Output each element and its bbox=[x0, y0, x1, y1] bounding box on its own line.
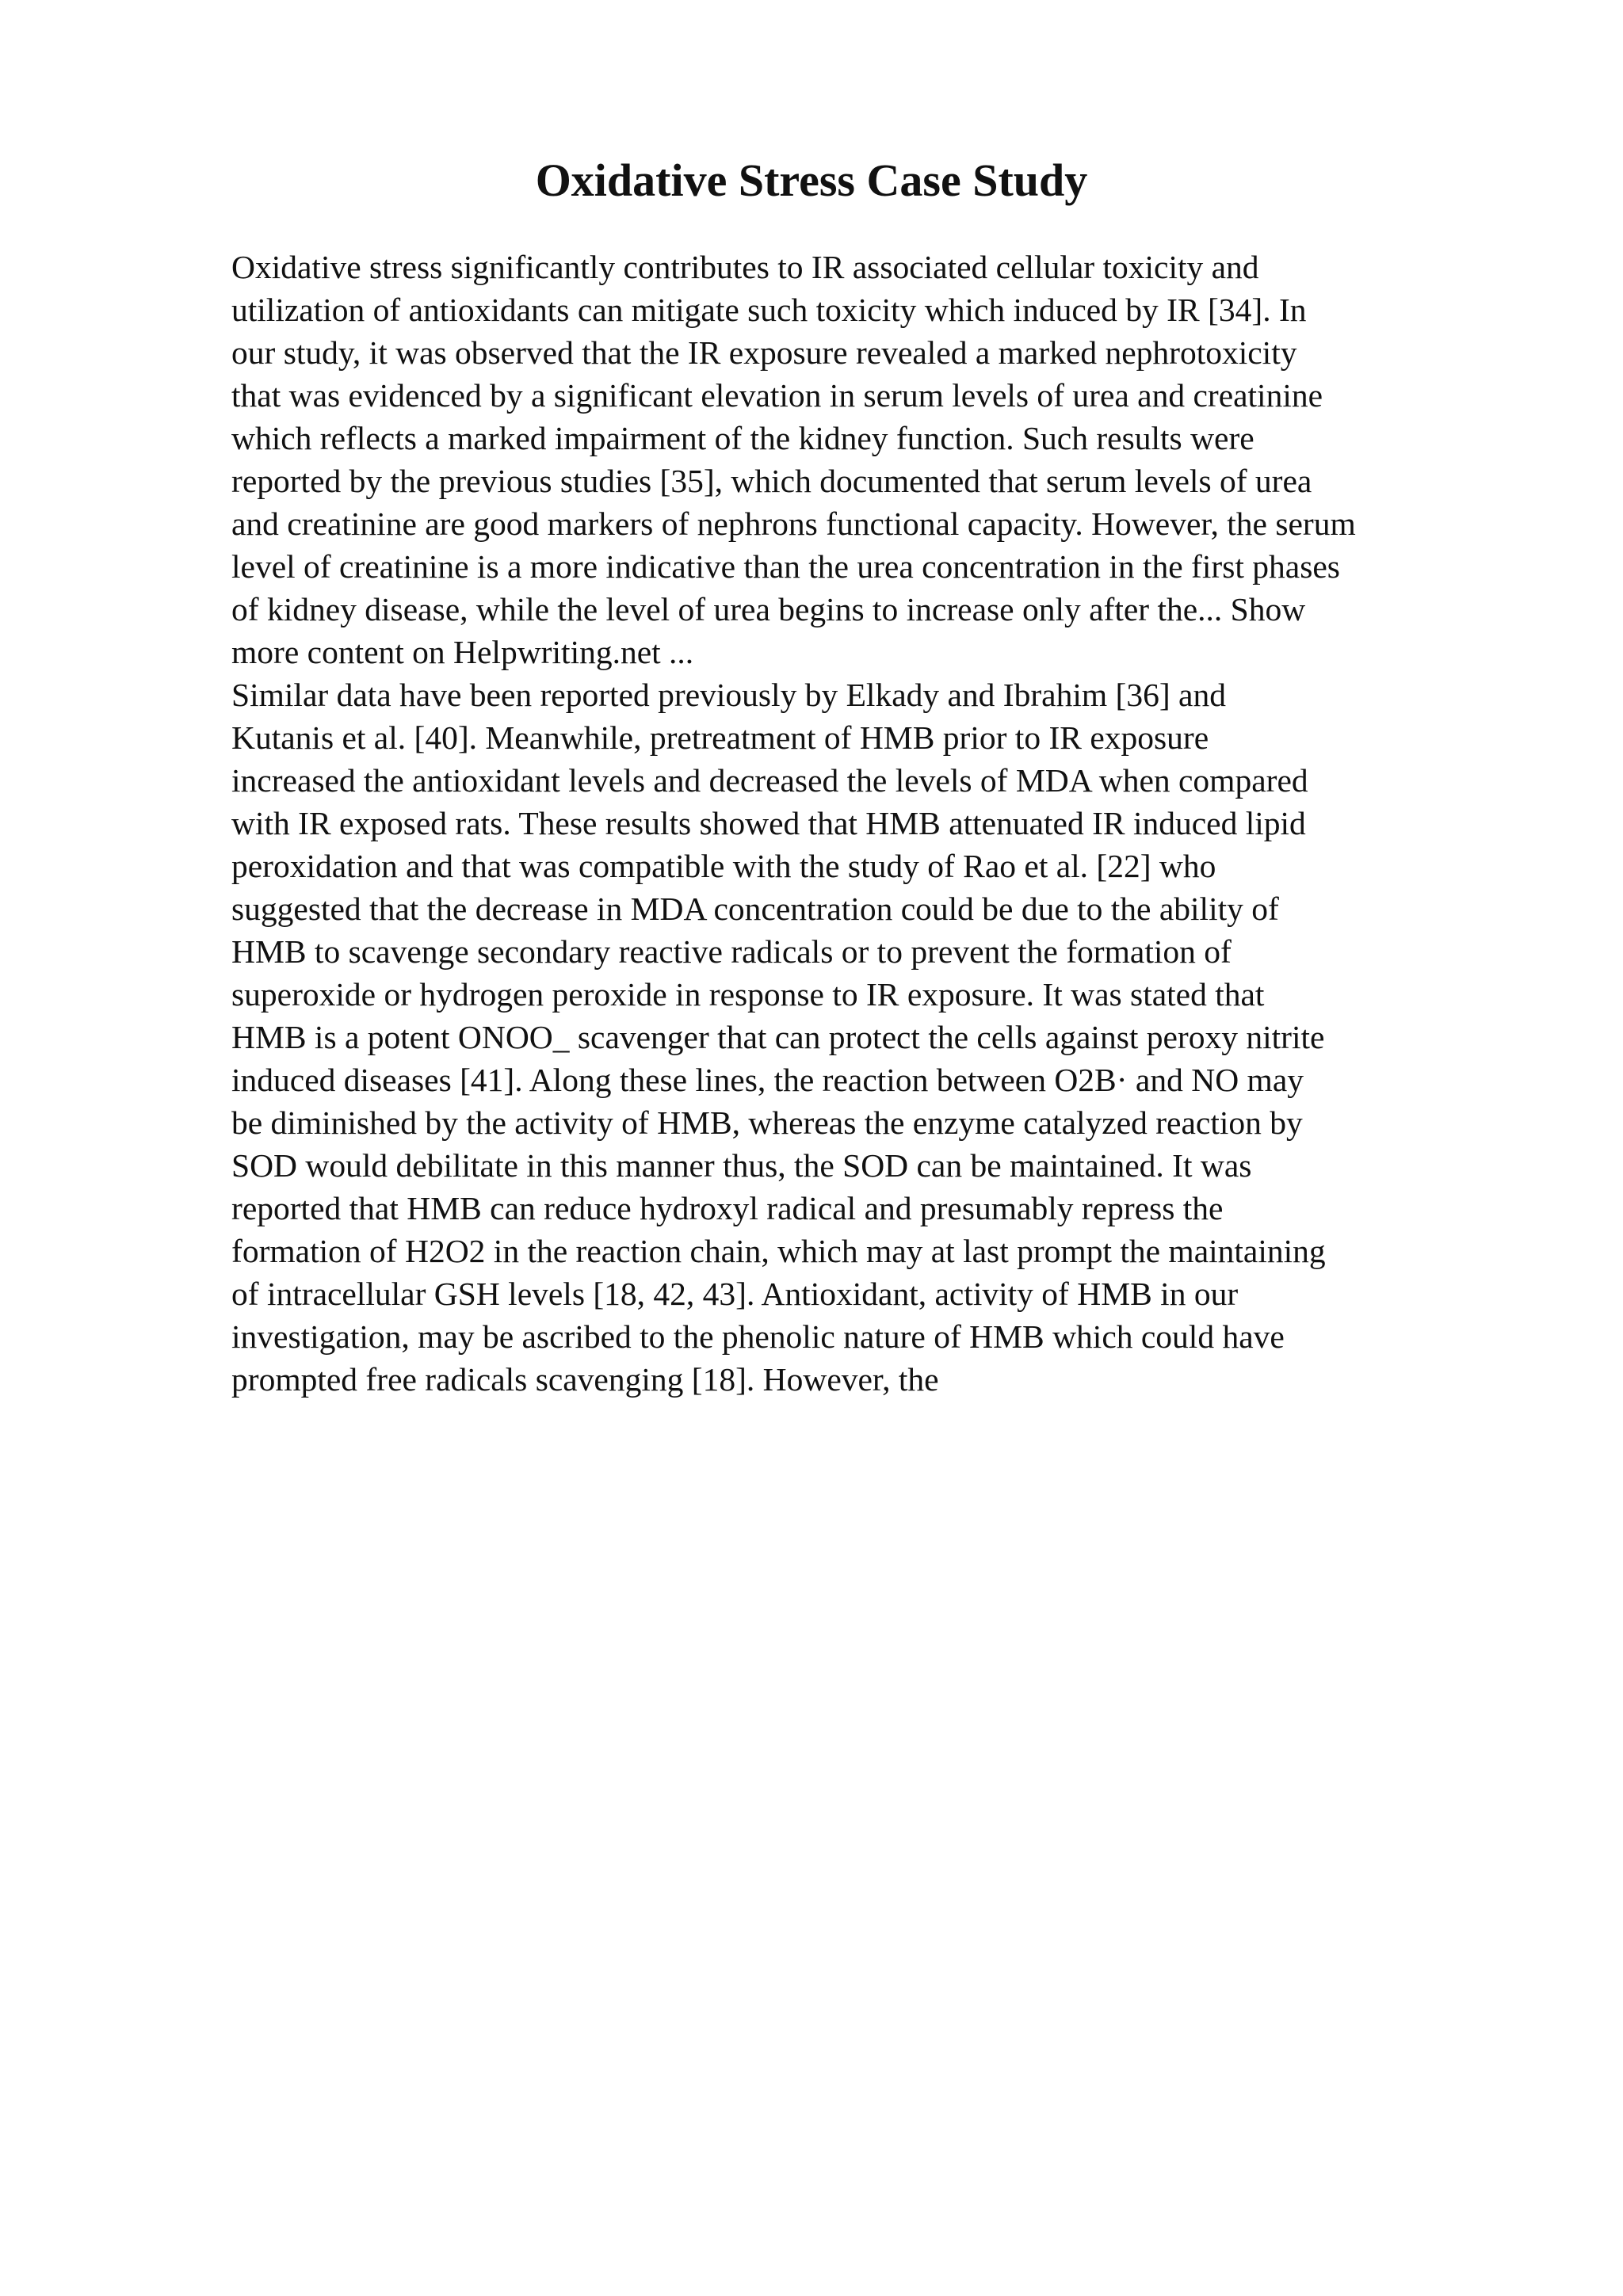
text-line: superoxide or hydrogen peroxide in response to IR exposure. It was stated that bbox=[231, 976, 1265, 1013]
text-line: that was evidenced by a significant elevation in serum levels of urea and creatinine bbox=[231, 377, 1323, 414]
text-line: increased the antioxidant levels and decreased the levels of MDA when compared bbox=[231, 762, 1308, 799]
text-line: Kutanis et al. [40]. Meanwhile, pretreatment of HMB prior to IR exposure bbox=[231, 719, 1209, 756]
text-line: be diminished by the activity of HMB, whereas the enzyme catalyzed reaction by bbox=[231, 1104, 1303, 1141]
document-body bbox=[231, 246, 1515, 1401]
paragraph-intro bbox=[231, 246, 1515, 673]
document-title: Oxidative Stress Case Study bbox=[535, 154, 1088, 206]
text-line: peroxidation and that was compatible with the study of Rao et al. [22] who bbox=[231, 848, 1216, 884]
text-line: suggested that the decrease in MDA concentration could be due to the ability of bbox=[231, 891, 1279, 927]
text-line: reported by the previous studies [35], which documented that serum levels of urea bbox=[231, 463, 1312, 499]
text-line: of intracellular GSH levels [18, 42, 43]. Antioxidant, activity of HMB in our bbox=[231, 1276, 1239, 1312]
text-line: utilization of antioxidants can mitigate such toxicity which induced by IR [34]. In bbox=[231, 292, 1307, 328]
text-line: Oxidative stress significantly contributes to IR associated cellular toxicity and bbox=[231, 249, 1259, 285]
text-line: formation of H2O2 in the reaction chain, which may at last prompt the maintaining bbox=[231, 1233, 1326, 1269]
text-line: SOD would debilitate in this manner thus, the SOD can be maintained. It was bbox=[231, 1147, 1252, 1184]
text-line: induced diseases [41]. Along these lines, the reaction between O2B· and NO may bbox=[231, 1062, 1304, 1098]
text-line: our study, it was observed that the IR exposure revealed a marked nephrotoxicity bbox=[231, 334, 1297, 371]
text-line: and creatinine are good markers of nephrons functional capacity. However, the serum bbox=[231, 505, 1356, 542]
text-line: Similar data have been reported previously by Elkady and Ibrahim [36] and bbox=[231, 677, 1226, 713]
paragraph-discussion bbox=[231, 673, 1515, 1401]
text-line: prompted free radicals scavenging [18]. However, the bbox=[231, 1361, 939, 1398]
text-line: with IR exposed rats. These results showed that HMB attenuated IR induced lipid bbox=[231, 805, 1306, 841]
text-line: more content on Helpwriting.net ... bbox=[231, 634, 694, 670]
text-line: HMB to scavenge secondary reactive radicals or to prevent the formation of bbox=[231, 933, 1232, 970]
text-line: reported that HMB can reduce hydroxyl radical and presumably repress the bbox=[231, 1190, 1224, 1226]
text-line: level of creatinine is a more indicative than the urea concentration in the first phases bbox=[231, 548, 1340, 585]
text-line: investigation, may be ascribed to the phenolic nature of HMB which could have bbox=[231, 1318, 1285, 1355]
text-line: HMB is a potent ONOO_ scavenger that can protect the cells against peroxy nitrite bbox=[231, 1019, 1325, 1055]
text-line: which reflects a marked impairment of the kidney function. Such results were bbox=[231, 420, 1254, 456]
text-line: of kidney disease, while the level of urea begins to increase only after the... Show bbox=[231, 591, 1306, 627]
